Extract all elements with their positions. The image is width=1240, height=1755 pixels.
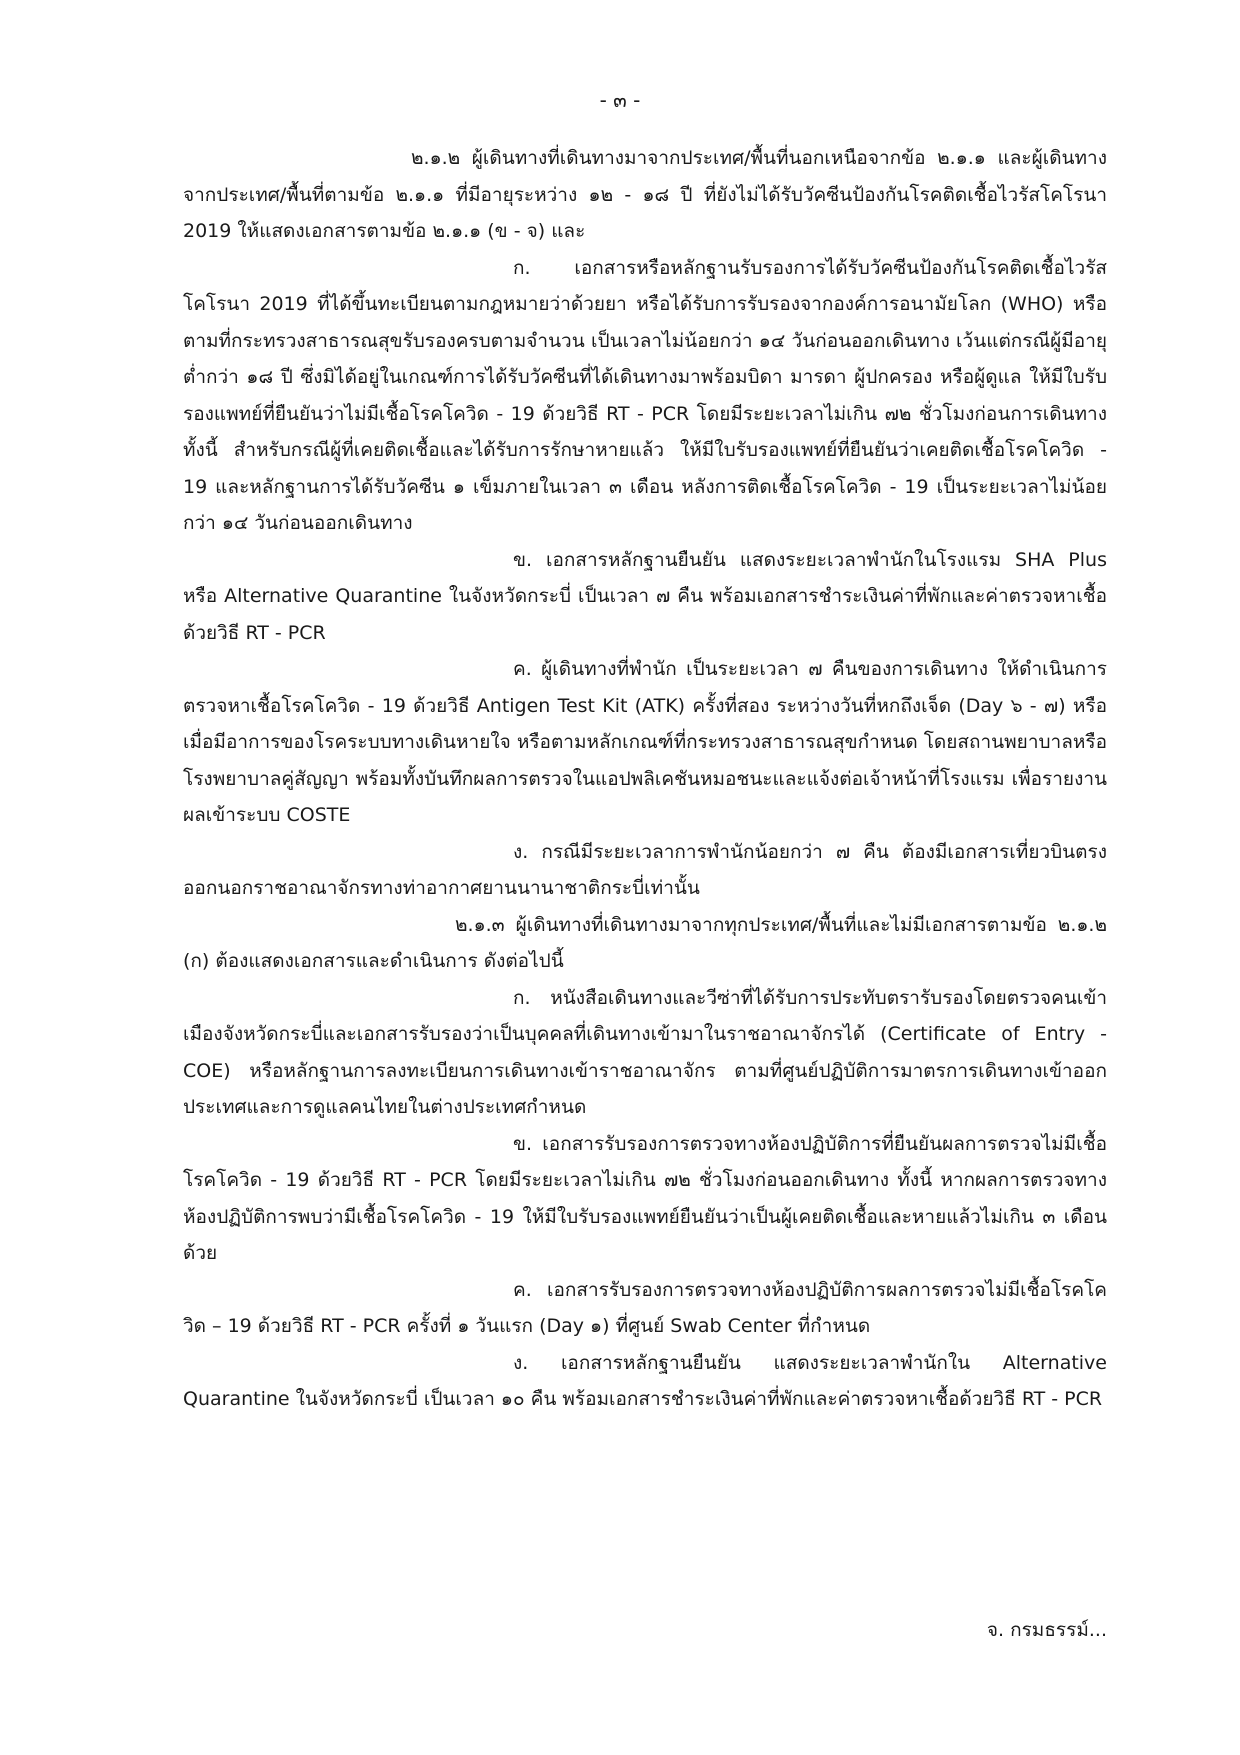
clause-2-1-2-c: ค. ผู้เดินทางที่พำนัก เป็นระยะเวลา ๗ คืนของการเดินทาง ให้ดำเนินการตรวจหาเชื้อโรคโควิด - 19 ด้วยวิธี Antigen Test Kit (ATK) ครั้งที่สอง ระหว่างวันที่หกถึงเจ็ด (Day ๖ - ๗) หรือเมื่อมีอาการของโรคระบบทางเดินหายใจ หรือตามหลักเกณฑ์ที่กระทรวงสาธารณสุขกำหนด โดยสถานพยาบาลหรือโรงพยาบาลคู่สัญญา พร้อมทั้งบันทึกผลการตรวจในแอปพลิเคชันหมอชนะและแจ้งต่อเจ้าหน้าที่โรงแรม เพื่อรายงานผลเข้าระบบ COSTE (183, 658, 1107, 826)
clause-2-1-3-a: ก. หนังสือเดินทางและวีซ่าที่ได้รับการประทับตรารับรองโดยตรวจคนเข้าเมืองจังหวัดกระบี่และเอกสารรับรองว่าเป็นบุคคลที่เดินทางเข้ามาในราชอาณาจักรได้ (Certificate of Entry - COE) หรือหลักฐานการลงทะเบียนการเดินทางเข้าราชอาณาจักร ตามที่ศูนย์ปฏิบัติการมาตรการเดินทางเข้าออกประเทศและการดูแลคนไทยในต่างประเทศกำหนด (183, 986, 1107, 1118)
document-body (183, 140, 1107, 1418)
clause-2-1-3: ๒.๑.๓ ผู้เดินทางที่เดินทางมาจากทุกประเทศ/พื้นที่และไม่มีเอกสารตามข้อ ๒.๑.๒ (ก) ต้องแสดงเอกสารและดำเนินการ ดังต่อไปนี้ (183, 913, 1107, 972)
clause-2-1-3-d: ง. เอกสารหลักฐานยืนยัน แสดงระยะเวลาพำนักใน Alternative Quarantine ในจังหวัดกระบี่ เป็นเวลา ๑๐ คืน พร้อมเอกสารชำระเงินค่าที่พักและค่าตรวจหาเชื้อด้วยวิธี RT - PCR (183, 1351, 1107, 1410)
continuation-marker: จ. กรมธรรม์... (986, 1619, 1107, 1641)
clause-2-1-2-a: ก. เอกสารหรือหลักฐานรับรองการได้รับวัคซีนป้องกันโรคติดเชื้อไวรัสโคโรนา 2019 ที่ได้ขึ้นทะเบียนตามกฎหมายว่าด้วยยา หรือได้รับการรับรองจากองค์การอนามัยโลก (WHO) หรือตามที่กระทรวงสาธารณสุขรับรองครบตามจำนวน เป็นเวลาไม่น้อยกว่า ๑๔ วันก่อนออกเดินทาง เว้นแต่กรณีผู้มีอายุต่ำกว่า ๑๘ ปี ซึ่งมิได้อยู่ในเกณฑ์การได้รับวัคซีนที่ได้เดินทางมาพร้อมบิดา มารดา ผู้ปกครอง หรือผู้ดูแล ให้มีใบรับรองแพทย์ที่ยืนยันว่าไม่มีเชื้อโรคโควิด - 19 ด้วยวิธี RT - PCR โดยมีระยะเวลาไม่เกิน ๗๒ ชั่วโมงก่อนการเดินทาง ทั้งนี้ สำหรับกรณีผู้ที่เคยติดเชื้อและได้รับการรักษาหายแล้ว ให้มีใบรับรองแพทย์ที่ยืนยันว่าเคยติดเชื้อโรคโควิด - 19 และหลักฐานการได้รับวัคซีน ๑ เข็มภายในเวลา ๓ เดือน หลังการติดเชื้อโรคโควิด - 19 เป็นระยะเวลาไม่น้อยกว่า ๑๔ วันก่อนออกเดินทาง (183, 256, 1107, 534)
clause-2-1-3-c: ค. เอกสารรับรองการตรวจทางห้องปฏิบัติการผลการตรวจไม่มีเชื้อโรคโควิด – 19 ด้วยวิธี RT - PCR ครั้งที่ ๑ วันแรก (Day ๑) ที่ศูนย์ Swab Center ที่กำหนด (183, 1278, 1107, 1337)
clause-2-1-2: ๒.๑.๒ ผู้เดินทางที่เดินทางมาจากประเทศ/พื้นที่นอกเหนือจากข้อ ๒.๑.๑ และผู้เดินทางจากประเทศ/พื้นที่ตามข้อ ๒.๑.๑ ที่มีอายุระหว่าง ๑๒ - ๑๘ ปี ที่ยังไม่ได้รับวัคซีนป้องกันโรคติดเชื้อไวรัสโคโรนา 2019 ให้แสดงเอกสารตามข้อ ๒.๑.๑ (ข - จ) และ (183, 147, 1107, 242)
page-number: - ๓ - (599, 88, 641, 112)
clause-2-1-2-d: ง. กรณีมีระยะเวลาการพำนักน้อยกว่า ๗ คืน ต้องมีเอกสารเที่ยวบินตรงออกนอกราชอาณาจักรทางท่าอากาศยานนานาชาติกระบี่เท่านั้น (183, 840, 1107, 899)
clause-2-1-3-b: ข. เอกสารรับรองการตรวจทางห้องปฏิบัติการที่ยืนยันผลการตรวจไม่มีเชื้อโรคโควิด - 19 ด้วยวิธี RT - PCR โดยมีระยะเวลาไม่เกิน ๗๒ ชั่วโมงก่อนออกเดินทาง ทั้งนี้ หากผลการตรวจทางห้องปฏิบัติการพบว่ามีเชื้อโรคโควิด - 19 ให้มีใบรับรองแพทย์ยืนยันว่าเป็นผู้เคยติดเชื้อและหายแล้วไม่เกิน ๓ เดือนด้วย (183, 1132, 1107, 1264)
clause-2-1-2-b: ข. เอกสารหลักฐานยืนยัน แสดงระยะเวลาพำนักในโรงแรม SHA Plus หรือ Alternative Quarantine ในจังหวัดกระบี่ เป็นเวลา ๗ คืน พร้อมเอกสารชำระเงินค่าที่พักและค่าตรวจหาเชื้อด้วยวิธี RT - PCR (183, 548, 1107, 644)
